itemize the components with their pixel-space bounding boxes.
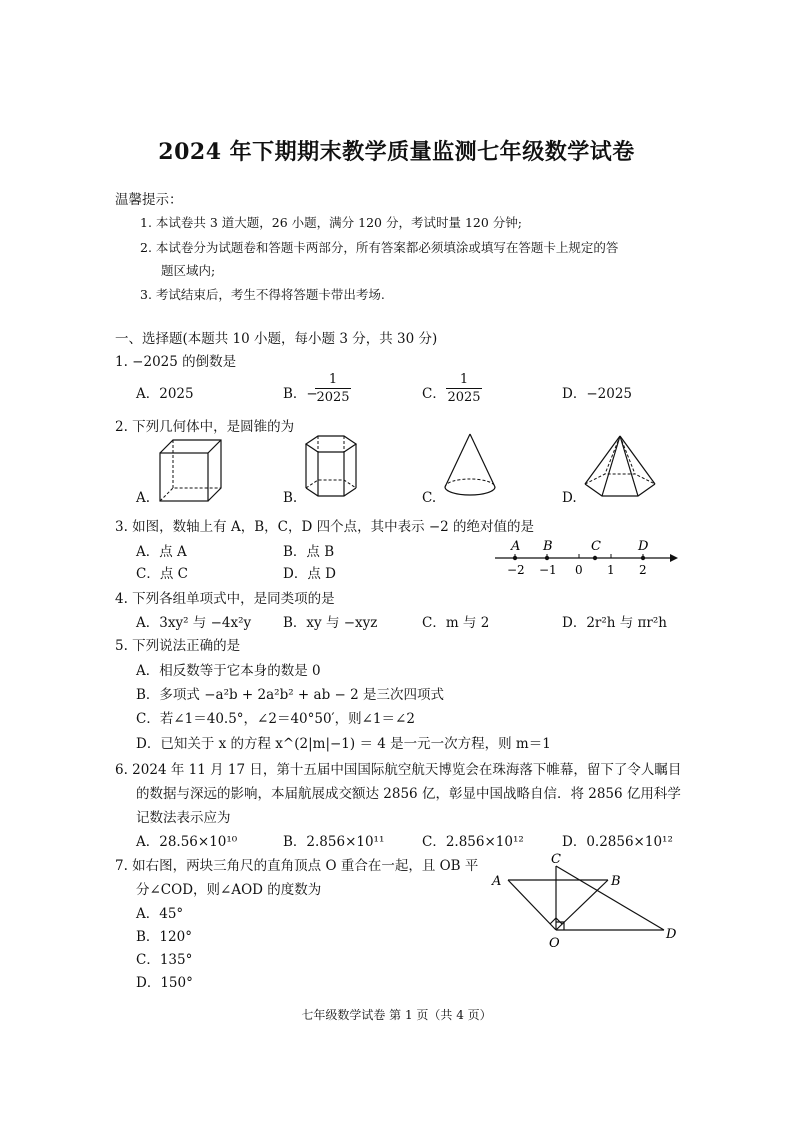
axis-tick-label: 1	[607, 563, 615, 577]
option-a: A．点 A	[136, 544, 187, 560]
axis-point-label: C	[591, 539, 601, 554]
option-c: C．点 C	[136, 566, 188, 582]
question-stem: 6. 2024 年 11 月 17 日，第十五届中国国际航空航天博览会在珠海落下帷幕，留下了令人瞩目	[115, 762, 682, 778]
fraction-numerator: 1	[328, 372, 338, 387]
option-a: A.	[136, 490, 151, 506]
page-title: 2024 年下期期末教学质量监测七年级数学试卷	[158, 139, 635, 165]
axis-point-label: A	[511, 539, 521, 554]
axis-tick-label: 2	[639, 563, 647, 577]
option-c: C．若∠1＝40.5°，∠2＝40°50′，则∠1＝∠2	[136, 711, 415, 727]
tip-item: 题区域内;	[161, 263, 216, 278]
axis-tick-label: 0	[575, 563, 583, 577]
axis-tick-label: −2	[507, 563, 525, 577]
option-c: C．m 与 2	[422, 615, 490, 631]
figure-point-label: A	[492, 874, 502, 889]
question-stem: 5. 下列说法正确的是	[115, 638, 241, 654]
option-c-label: C．	[422, 386, 446, 402]
fraction-numerator: 1	[459, 372, 469, 387]
page-footer: 七年级数学试卷 第 1 页（共 4 页）	[301, 1008, 492, 1022]
figure-point-label: B	[611, 874, 621, 889]
option-d: D．已知关于 x 的方程 x^(2|m|−1) ＝ 4 是一元一次方程，则 m＝1	[136, 736, 551, 752]
section-heading: 一、选择题(本题共 10 小题，每小题 3 分，共 30 分)	[115, 331, 438, 347]
option-d: D．点 D	[283, 566, 336, 582]
pyramid-figure	[580, 432, 660, 502]
option-c: C．135°	[136, 952, 193, 968]
figure-point-label: C	[551, 852, 561, 867]
option-c: C.	[422, 490, 437, 506]
tip-item: 3. 考试结束后，考生不得将答题卡带出考场.	[140, 287, 385, 302]
option-a: A．2025	[136, 386, 194, 402]
question-stem: 的数据与深远的影响，本届航展成交额达 2856 亿，彰显中国战略自信．将 2856 亿用科学	[136, 786, 681, 802]
number-line-figure	[495, 538, 685, 578]
question-stem: 记数法表示应为	[136, 810, 231, 826]
axis-point-label: D	[638, 539, 649, 554]
option-b: B．点 B	[283, 544, 335, 560]
cone-figure	[440, 432, 510, 502]
option-d: D.	[562, 490, 577, 506]
tip-item: 1. 本试卷共 3 道大题，26 小题，满分 120 分，考试时量 120 分钟;	[140, 215, 523, 230]
tips-heading: 温馨提示：	[115, 192, 183, 208]
option-c: C．2.856×10¹²	[422, 834, 524, 850]
option-b-label: B．−	[283, 386, 318, 402]
question-stem: 分∠COD，则∠AOD 的度数为	[136, 882, 322, 898]
figure-point-label: D	[666, 927, 677, 942]
option-d: D．150°	[136, 975, 193, 991]
fraction-denominator: 2025	[316, 390, 350, 405]
option-b-fraction	[315, 372, 351, 405]
option-c-fraction	[446, 372, 482, 405]
triangles-figure	[488, 850, 688, 960]
question-stem: 4. 下列各组单项式中，是同类项的是	[115, 591, 335, 607]
option-d: D．0.2856×10¹²	[562, 834, 673, 850]
question-stem: 1. −2025 的倒数是	[115, 354, 237, 370]
option-a: A．3xy² 与 −4x²y	[136, 615, 252, 631]
question-stem: 3. 如图，数轴上有 A，B，C，D 四个点，其中表示 −2 的绝对值的是	[115, 519, 535, 535]
question-stem: 2. 下列几何体中，是圆锥的为	[115, 419, 295, 435]
option-d: D．−2025	[562, 386, 632, 402]
tip-item: 2. 本试卷分为试题卷和答题卡两部分，所有答案都必须填涂或填写在答题卡上规定的答	[140, 240, 619, 255]
cube-figure	[155, 435, 225, 505]
option-b: B．2.856×10¹¹	[283, 834, 385, 850]
axis-point-label: B	[543, 539, 553, 554]
axis-tick-label: −1	[539, 563, 557, 577]
option-b: B．多项式 −a²b + 2a²b² + ab − 2 是三次四项式	[136, 687, 444, 703]
option-b: B.	[283, 490, 298, 506]
option-d: D．2r²h 与 πr²h	[562, 615, 667, 631]
option-a: A．45°	[136, 906, 184, 922]
option-a: A．相反数等于它本身的数是 0	[136, 663, 321, 679]
question-stem: 7. 如右图，两块三角尺的直角顶点 O 重合在一起，且 OB 平	[115, 858, 479, 874]
figure-point-label: O	[549, 936, 560, 951]
fraction-denominator: 2025	[447, 390, 481, 405]
option-a: A．28.56×10¹⁰	[136, 834, 238, 850]
option-b: B．120°	[136, 929, 192, 945]
option-b: B．xy 与 −xyz	[283, 615, 378, 631]
hexagonal-prism-figure	[300, 432, 370, 507]
